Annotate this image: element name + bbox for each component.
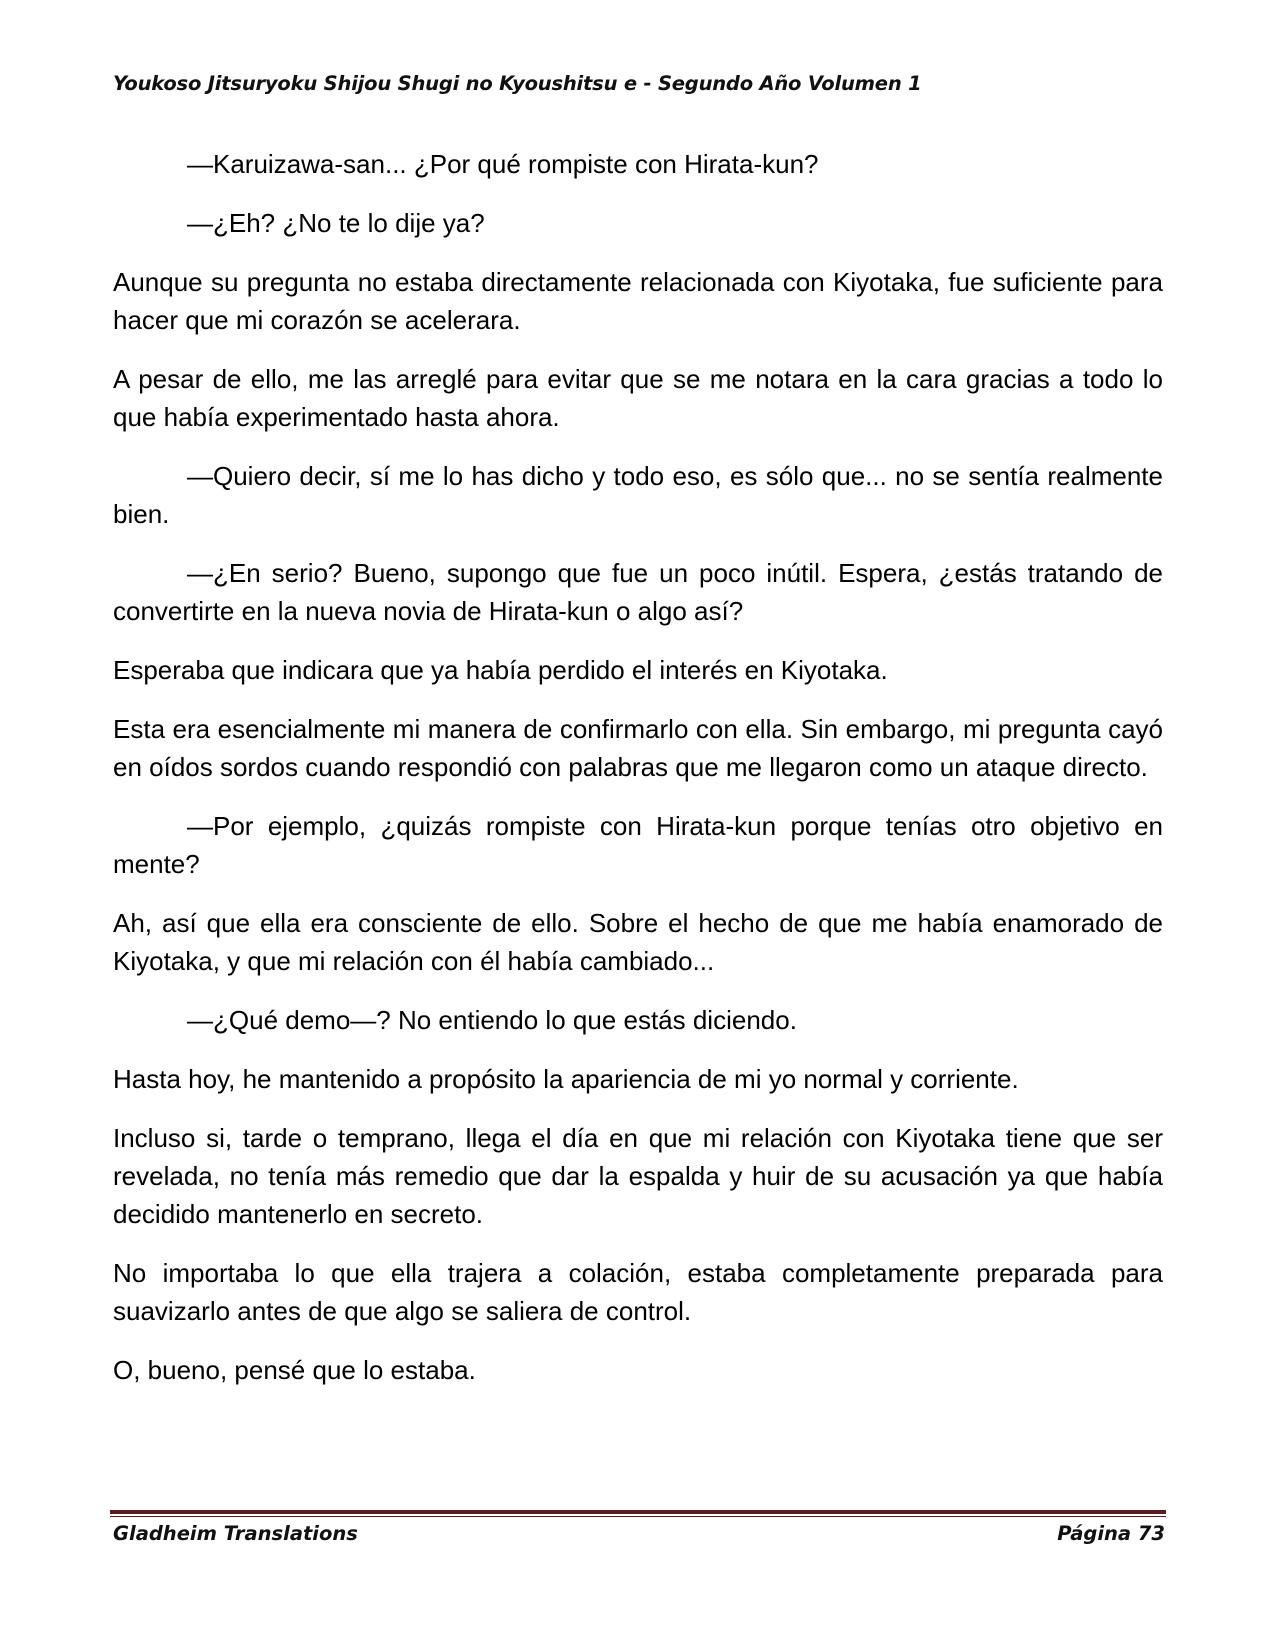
footer-divider-thin: [110, 1516, 1166, 1517]
paragraph: Esta era esencialmente mi manera de confirmarlo con ella. Sin embargo, mi pregunta cayó en oídos sordos cuando respondió con palabras que me llegaron como un ataque directo.: [113, 714, 1163, 782]
paragraph: Aunque su pregunta no estaba directamente relacionada con Kiyotaka, fue suficiente para hacer que mi corazón se acelerara.: [113, 267, 1163, 335]
paragraph: —Por ejemplo, ¿quizás rompiste con Hirata-kun porque tenías otro objetivo en mente?: [113, 811, 1163, 879]
paragraph: A pesar de ello, me las arreglé para evitar que se me notara en la cara gracias a todo lo que había experimentado hasta ahora.: [113, 364, 1163, 432]
paragraph: —¿Qué demo—? No entiendo lo que estás diciendo.: [187, 1005, 797, 1035]
paragraph: Hasta hoy, he mantenido a propósito la apariencia de mi yo normal y corriente.: [113, 1064, 1019, 1094]
footer-divider: [110, 1510, 1166, 1514]
paragraph: No importaba lo que ella trajera a colación, estaba completamente preparada para suavizarlo antes de que algo se saliera de control.: [113, 1258, 1163, 1326]
page-header-title: Youkoso Jitsuryoku Shijou Shugi no Kyoushitsu e - Segundo Año Volumen 1: [113, 72, 922, 95]
paragraph: Esperaba que indicara que ya había perdido el interés en Kiyotaka.: [113, 655, 888, 685]
paragraph: Ah, así que ella era consciente de ello. Sobre el hecho de que me había enamorado de Kiyotaka, y que mi relación con él había cambiado...: [113, 908, 1163, 976]
footer-translator: Gladheim Translations: [113, 1522, 358, 1545]
paragraph: —¿En serio? Bueno, supongo que fue un poco inútil. Espera, ¿estás tratando de convertirte en la nueva novia de Hirata-kun o algo así?: [113, 558, 1163, 626]
paragraph: —Karuizawa-san... ¿Por qué rompiste con Hirata-kun?: [187, 149, 819, 179]
paragraph: —¿Eh? ¿No te lo dije ya?: [187, 208, 485, 238]
paragraph: O, bueno, pensé que lo estaba.: [113, 1355, 476, 1385]
footer-page-number: Página 73: [1057, 1522, 1165, 1545]
paragraph: —Quiero decir, sí me lo has dicho y todo eso, es sólo que... no se sentía realmente bien.: [113, 461, 1163, 529]
paragraph: Incluso si, tarde o temprano, llega el día en que mi relación con Kiyotaka tiene que ser revelada, no tenía más remedio que dar la espalda y huir de su acusación ya que había decidido mantenerlo en secreto.: [113, 1123, 1163, 1229]
body-text: [113, 145, 1163, 1410]
